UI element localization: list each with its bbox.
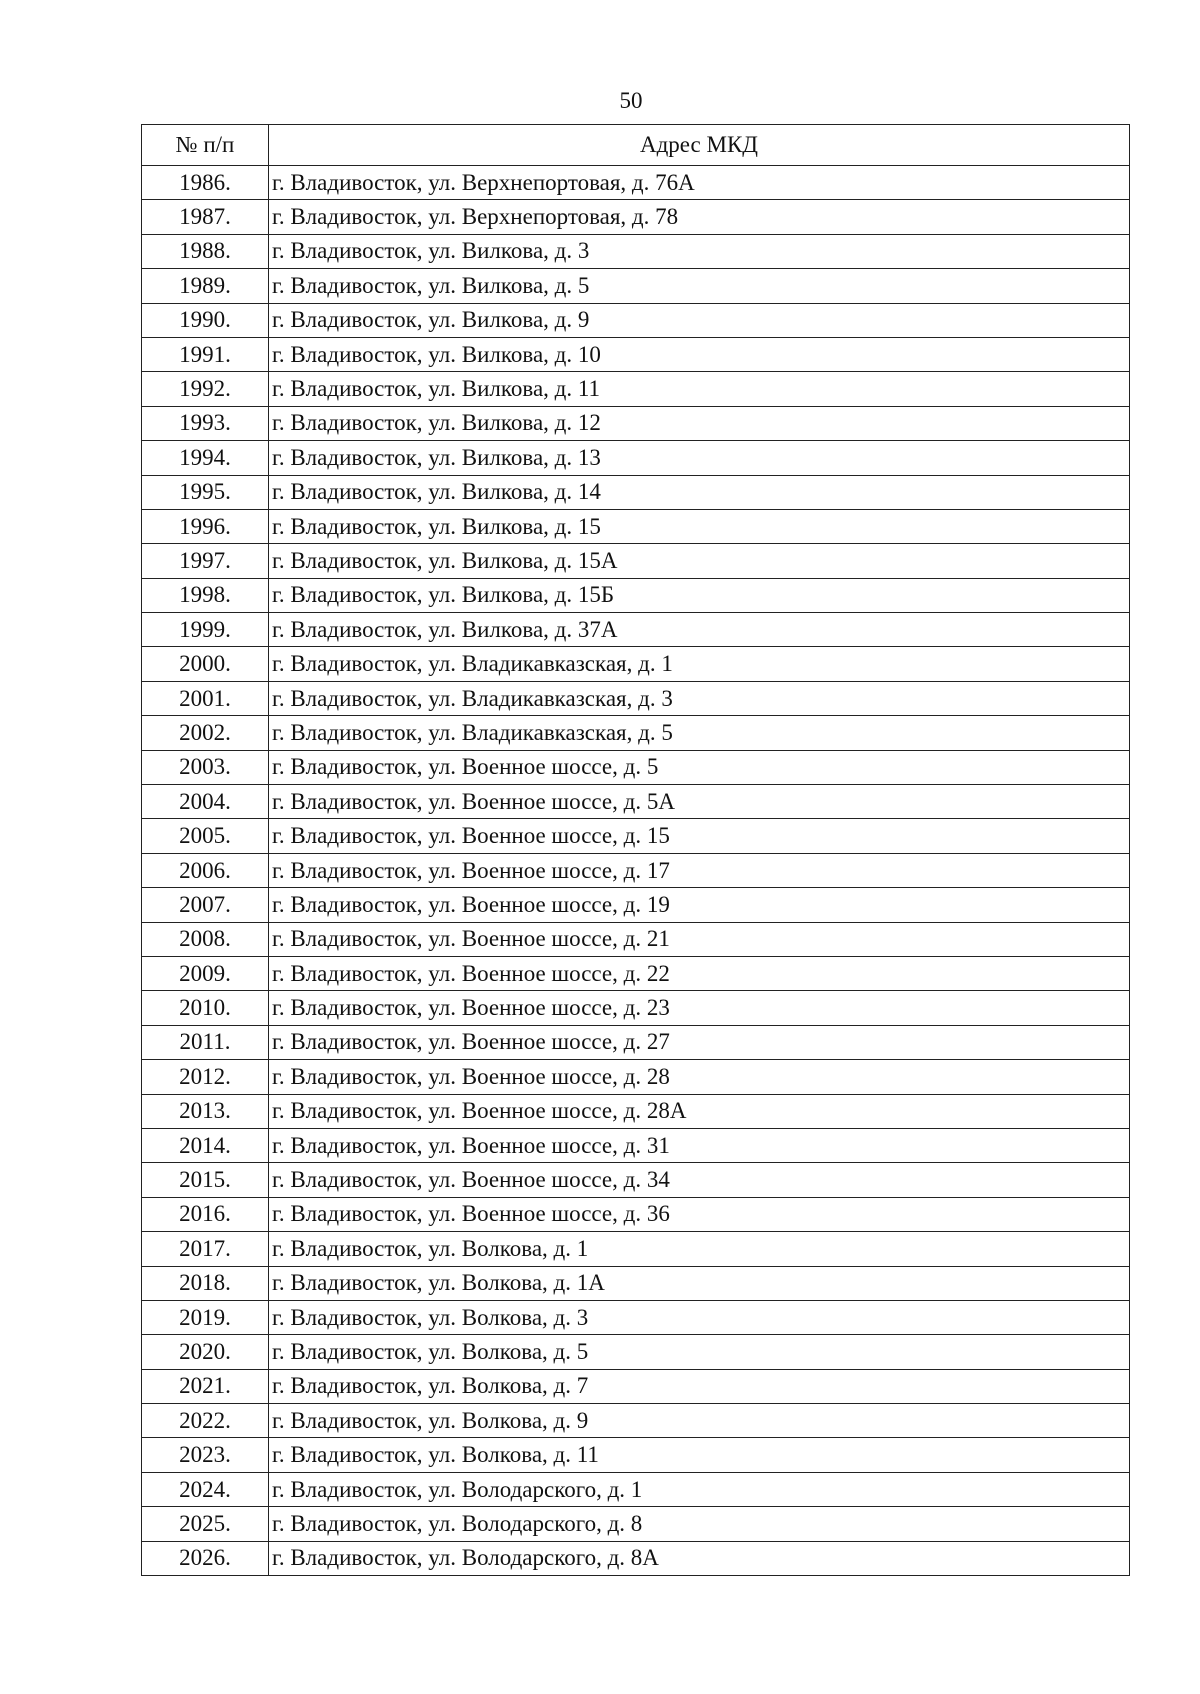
row-number-cell: 1997. xyxy=(142,544,269,578)
address-cell: г. Владивосток, ул. Вилкова, д. 13 xyxy=(269,441,1130,475)
row-number-cell: 2020. xyxy=(142,1335,269,1369)
table-row xyxy=(142,785,1130,819)
row-number-cell: 2012. xyxy=(142,1060,269,1094)
table-row xyxy=(142,716,1130,750)
address-cell: г. Владивосток, ул. Вилкова, д. 15А xyxy=(269,544,1130,578)
table-row xyxy=(142,1197,1130,1231)
address-cell: г. Владивосток, ул. Военное шоссе, д. 28А xyxy=(269,1094,1130,1128)
row-number-cell: 1987. xyxy=(142,200,269,234)
table-row xyxy=(142,578,1130,612)
table-row xyxy=(142,1232,1130,1266)
address-cell: г. Владивосток, ул. Военное шоссе, д. 5А xyxy=(269,785,1130,819)
table-row xyxy=(142,888,1130,922)
address-cell: г. Владивосток, ул. Вилкова, д. 3 xyxy=(269,234,1130,268)
table-row xyxy=(142,509,1130,543)
address-cell: г. Владивосток, ул. Волкова, д. 1 xyxy=(269,1232,1130,1266)
table-row xyxy=(142,956,1130,990)
table-row xyxy=(142,1128,1130,1162)
row-number-cell: 2017. xyxy=(142,1232,269,1266)
address-cell: г. Владивосток, ул. Волкова, д. 5 xyxy=(269,1335,1130,1369)
address-cell: г. Владивосток, ул. Вилкова, д. 14 xyxy=(269,475,1130,509)
row-number-cell: 1986. xyxy=(142,166,269,200)
table-header-row xyxy=(142,125,1130,166)
table-row xyxy=(142,647,1130,681)
row-number-cell: 2015. xyxy=(142,1163,269,1197)
table-row xyxy=(142,544,1130,578)
address-cell: г. Владивосток, ул. Волкова, д. 7 xyxy=(269,1369,1130,1403)
table-row xyxy=(142,1472,1130,1506)
table-row xyxy=(142,1541,1130,1575)
table-row xyxy=(142,1369,1130,1403)
row-number-cell: 2011. xyxy=(142,1025,269,1059)
table-row xyxy=(142,853,1130,887)
address-cell: г. Владивосток, ул. Волкова, д. 9 xyxy=(269,1404,1130,1438)
address-cell: г. Владивосток, ул. Военное шоссе, д. 21 xyxy=(269,922,1130,956)
address-cell: г. Владивосток, ул. Вилкова, д. 10 xyxy=(269,337,1130,371)
address-cell: г. Владивосток, ул. Вилкова, д. 9 xyxy=(269,303,1130,337)
row-number-cell: 1998. xyxy=(142,578,269,612)
address-cell: г. Владивосток, ул. Вилкова, д. 5 xyxy=(269,269,1130,303)
row-number-cell: 1992. xyxy=(142,372,269,406)
row-number-cell: 2002. xyxy=(142,716,269,750)
address-cell: г. Владивосток, ул. Военное шоссе, д. 19 xyxy=(269,888,1130,922)
row-number-cell: 1999. xyxy=(142,613,269,647)
address-cell: г. Владивосток, ул. Военное шоссе, д. 27 xyxy=(269,1025,1130,1059)
table-row xyxy=(142,337,1130,371)
table-row xyxy=(142,1025,1130,1059)
row-number-cell: 2016. xyxy=(142,1197,269,1231)
address-cell: г. Владивосток, ул. Военное шоссе, д. 22 xyxy=(269,956,1130,990)
address-cell: г. Владивосток, ул. Волкова, д. 1А xyxy=(269,1266,1130,1300)
row-number-cell: 1988. xyxy=(142,234,269,268)
row-number-cell: 2007. xyxy=(142,888,269,922)
address-cell: г. Владивосток, ул. Верхнепортовая, д. 78 xyxy=(269,200,1130,234)
address-cell: г. Владивосток, ул. Верхнепортовая, д. 76А xyxy=(269,166,1130,200)
row-number-cell: 2005. xyxy=(142,819,269,853)
table-row xyxy=(142,1060,1130,1094)
table-row xyxy=(142,750,1130,784)
table-row xyxy=(142,166,1130,200)
row-number-cell: 2024. xyxy=(142,1472,269,1506)
row-number-cell: 2006. xyxy=(142,853,269,887)
page-number: 50 xyxy=(619,88,643,113)
table-row xyxy=(142,922,1130,956)
row-number-cell: 2009. xyxy=(142,956,269,990)
table-row xyxy=(142,1404,1130,1438)
table-row xyxy=(142,1163,1130,1197)
table-row xyxy=(142,475,1130,509)
row-number-cell: 2000. xyxy=(142,647,269,681)
address-cell: г. Владивосток, ул. Военное шоссе, д. 23 xyxy=(269,991,1130,1025)
table-row xyxy=(142,613,1130,647)
table-row xyxy=(142,234,1130,268)
address-cell: г. Владивосток, ул. Военное шоссе, д. 17 xyxy=(269,853,1130,887)
row-number-cell: 1993. xyxy=(142,406,269,440)
address-cell: г. Владивосток, ул. Вилкова, д. 37А xyxy=(269,613,1130,647)
row-number-cell: 2023. xyxy=(142,1438,269,1472)
table-row xyxy=(142,200,1130,234)
table-row xyxy=(142,681,1130,715)
row-number-cell: 2018. xyxy=(142,1266,269,1300)
address-cell: г. Владивосток, ул. Владикавказская, д. 3 xyxy=(269,681,1130,715)
table-row xyxy=(142,1438,1130,1472)
row-number-cell: 1996. xyxy=(142,509,269,543)
row-number-cell: 2001. xyxy=(142,681,269,715)
address-table xyxy=(141,124,1130,1576)
address-cell: г. Владивосток, ул. Военное шоссе, д. 34 xyxy=(269,1163,1130,1197)
address-cell: г. Владивосток, ул. Володарского, д. 8 xyxy=(269,1507,1130,1541)
address-cell: г. Владивосток, ул. Владикавказская, д. 1 xyxy=(269,647,1130,681)
row-number-cell: 1994. xyxy=(142,441,269,475)
table-row xyxy=(142,819,1130,853)
table-row xyxy=(142,1335,1130,1369)
table-row xyxy=(142,1266,1130,1300)
column-header-address: Адрес МКД xyxy=(269,125,1130,166)
address-cell: г. Владивосток, ул. Вилкова, д. 15Б xyxy=(269,578,1130,612)
address-cell: г. Владивосток, ул. Володарского, д. 1 xyxy=(269,1472,1130,1506)
row-number-cell: 1989. xyxy=(142,269,269,303)
table-row xyxy=(142,372,1130,406)
table-row xyxy=(142,991,1130,1025)
row-number-cell: 2022. xyxy=(142,1404,269,1438)
table-body xyxy=(142,166,1130,1576)
address-cell: г. Владивосток, ул. Вилкова, д. 15 xyxy=(269,509,1130,543)
row-number-cell: 2010. xyxy=(142,991,269,1025)
address-cell: г. Владивосток, ул. Владикавказская, д. 5 xyxy=(269,716,1130,750)
row-number-cell: 1991. xyxy=(142,337,269,371)
table-row xyxy=(142,1300,1130,1334)
row-number-cell: 2004. xyxy=(142,785,269,819)
row-number-cell: 2021. xyxy=(142,1369,269,1403)
address-cell: г. Владивосток, ул. Волкова, д. 11 xyxy=(269,1438,1130,1472)
table-row xyxy=(142,441,1130,475)
row-number-cell: 1990. xyxy=(142,303,269,337)
row-number-cell: 2013. xyxy=(142,1094,269,1128)
row-number-cell: 2026. xyxy=(142,1541,269,1575)
table-row xyxy=(142,406,1130,440)
address-cell: г. Владивосток, ул. Вилкова, д. 12 xyxy=(269,406,1130,440)
table-row xyxy=(142,303,1130,337)
column-header-number: № п/п xyxy=(142,125,269,166)
address-cell: г. Владивосток, ул. Военное шоссе, д. 5 xyxy=(269,750,1130,784)
address-cell: г. Владивосток, ул. Вилкова, д. 11 xyxy=(269,372,1130,406)
row-number-cell: 2003. xyxy=(142,750,269,784)
row-number-cell: 2008. xyxy=(142,922,269,956)
address-cell: г. Владивосток, ул. Военное шоссе, д. 28 xyxy=(269,1060,1130,1094)
address-cell: г. Владивосток, ул. Волкова, д. 3 xyxy=(269,1300,1130,1334)
address-cell: г. Владивосток, ул. Военное шоссе, д. 15 xyxy=(269,819,1130,853)
address-cell: г. Владивосток, ул. Военное шоссе, д. 36 xyxy=(269,1197,1130,1231)
address-cell: г. Владивосток, ул. Володарского, д. 8А xyxy=(269,1541,1130,1575)
row-number-cell: 2019. xyxy=(142,1300,269,1334)
table-row xyxy=(142,1507,1130,1541)
row-number-cell: 1995. xyxy=(142,475,269,509)
row-number-cell: 2014. xyxy=(142,1128,269,1162)
table-row xyxy=(142,1094,1130,1128)
row-number-cell: 2025. xyxy=(142,1507,269,1541)
table-row xyxy=(142,269,1130,303)
address-cell: г. Владивосток, ул. Военное шоссе, д. 31 xyxy=(269,1128,1130,1162)
